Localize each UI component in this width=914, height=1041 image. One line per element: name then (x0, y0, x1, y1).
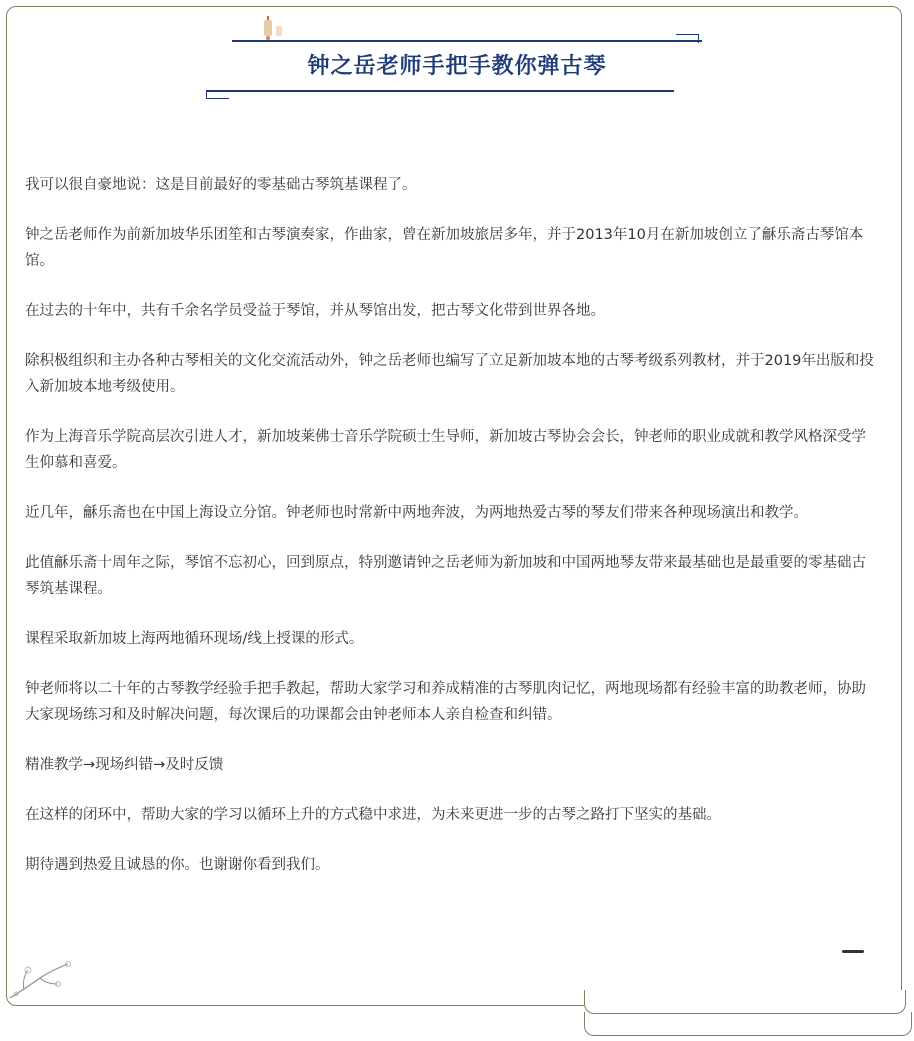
article-header (0, 0, 914, 110)
article-body (25, 172, 880, 902)
paragraph-loop: 精准教学→现场纠错→及时反馈 (25, 757, 224, 773)
paragraph-intro: 我可以很自豪地说：这是目前最好的零基础古琴筑基课程了。 (25, 177, 417, 193)
paragraph-textbooks: 除积极组织和主办各种古琴相关的文化交流活动外，钟之岳老师也编写了立足新加坡本地的古琴考级系列教材，并于2019年出版和投入新加坡本地考级使用。 (25, 353, 874, 395)
paragraph-history: 在过去的十年中，共有千余名学员受益于琴馆，并从琴馆出发，把古琴文化带到世界各地。 (25, 303, 605, 319)
title-rule-bottom (206, 90, 674, 92)
frame-corner-ornament-outer (584, 1012, 912, 1036)
paragraph-format: 课程采取新加坡上海两地循环现场/线上授课的形式。 (25, 631, 364, 647)
title-rule-top (232, 40, 702, 42)
title-rule-bottom-hook (206, 90, 229, 99)
title-rule-top-hook (676, 34, 699, 43)
paragraph-teacher-bio: 钟之岳老师作为前新加坡华乐团笙和古琴演奏家，作曲家，曾在新加坡旅居多年，并于2013年10月在新加坡创立了龢乐斋古琴馆本馆。 (25, 227, 864, 269)
paragraph-credentials: 作为上海音乐学院高层次引进人才，新加坡莱佛士音乐学院硕士生导师，新加坡古琴协会会长，钟老师的职业成就和教学风格深受学生仰慕和喜爱。 (25, 429, 866, 471)
paragraph-anniversary: 此值龢乐斋十周年之际，琴馆不忘初心，回到原点，特别邀请钟之岳老师为新加坡和中国两地琴友带来最基础也是最重要的零基础古琴筑基课程。 (25, 555, 866, 597)
ink-mark (842, 950, 864, 953)
paragraph-shanghai-branch: 近几年，龢乐斋也在中国上海设立分馆。钟老师也时常新中两地奔波，为两地热爱古琴的琴友们带来各种现场演出和教学。 (25, 505, 808, 521)
paragraph-closed-loop: 在这样的闭环中，帮助大家的学习以循环上升的方式稳中求进，为未来更进一步的古琴之路打下坚实的基础。 (25, 807, 721, 823)
frame-corner-ornament (584, 990, 906, 1014)
paragraph-closing: 期待遇到热爱且诚恳的你。也谢谢你看到我们。 (25, 857, 330, 873)
page-title: 钟之岳老师手把手教你弹古琴 (307, 54, 607, 79)
paragraph-method: 钟老师将以二十年的古琴教学经验手把手教起，帮助大家学习和养成精准的古琴肌肉记忆，两地现场都有经验丰富的助教老师，协助大家现场练习和及时解决问题，每次课后的功课都会由钟老师本人亲自检查和纠错。 (25, 681, 866, 723)
plum-branch-icon (6, 948, 76, 1008)
